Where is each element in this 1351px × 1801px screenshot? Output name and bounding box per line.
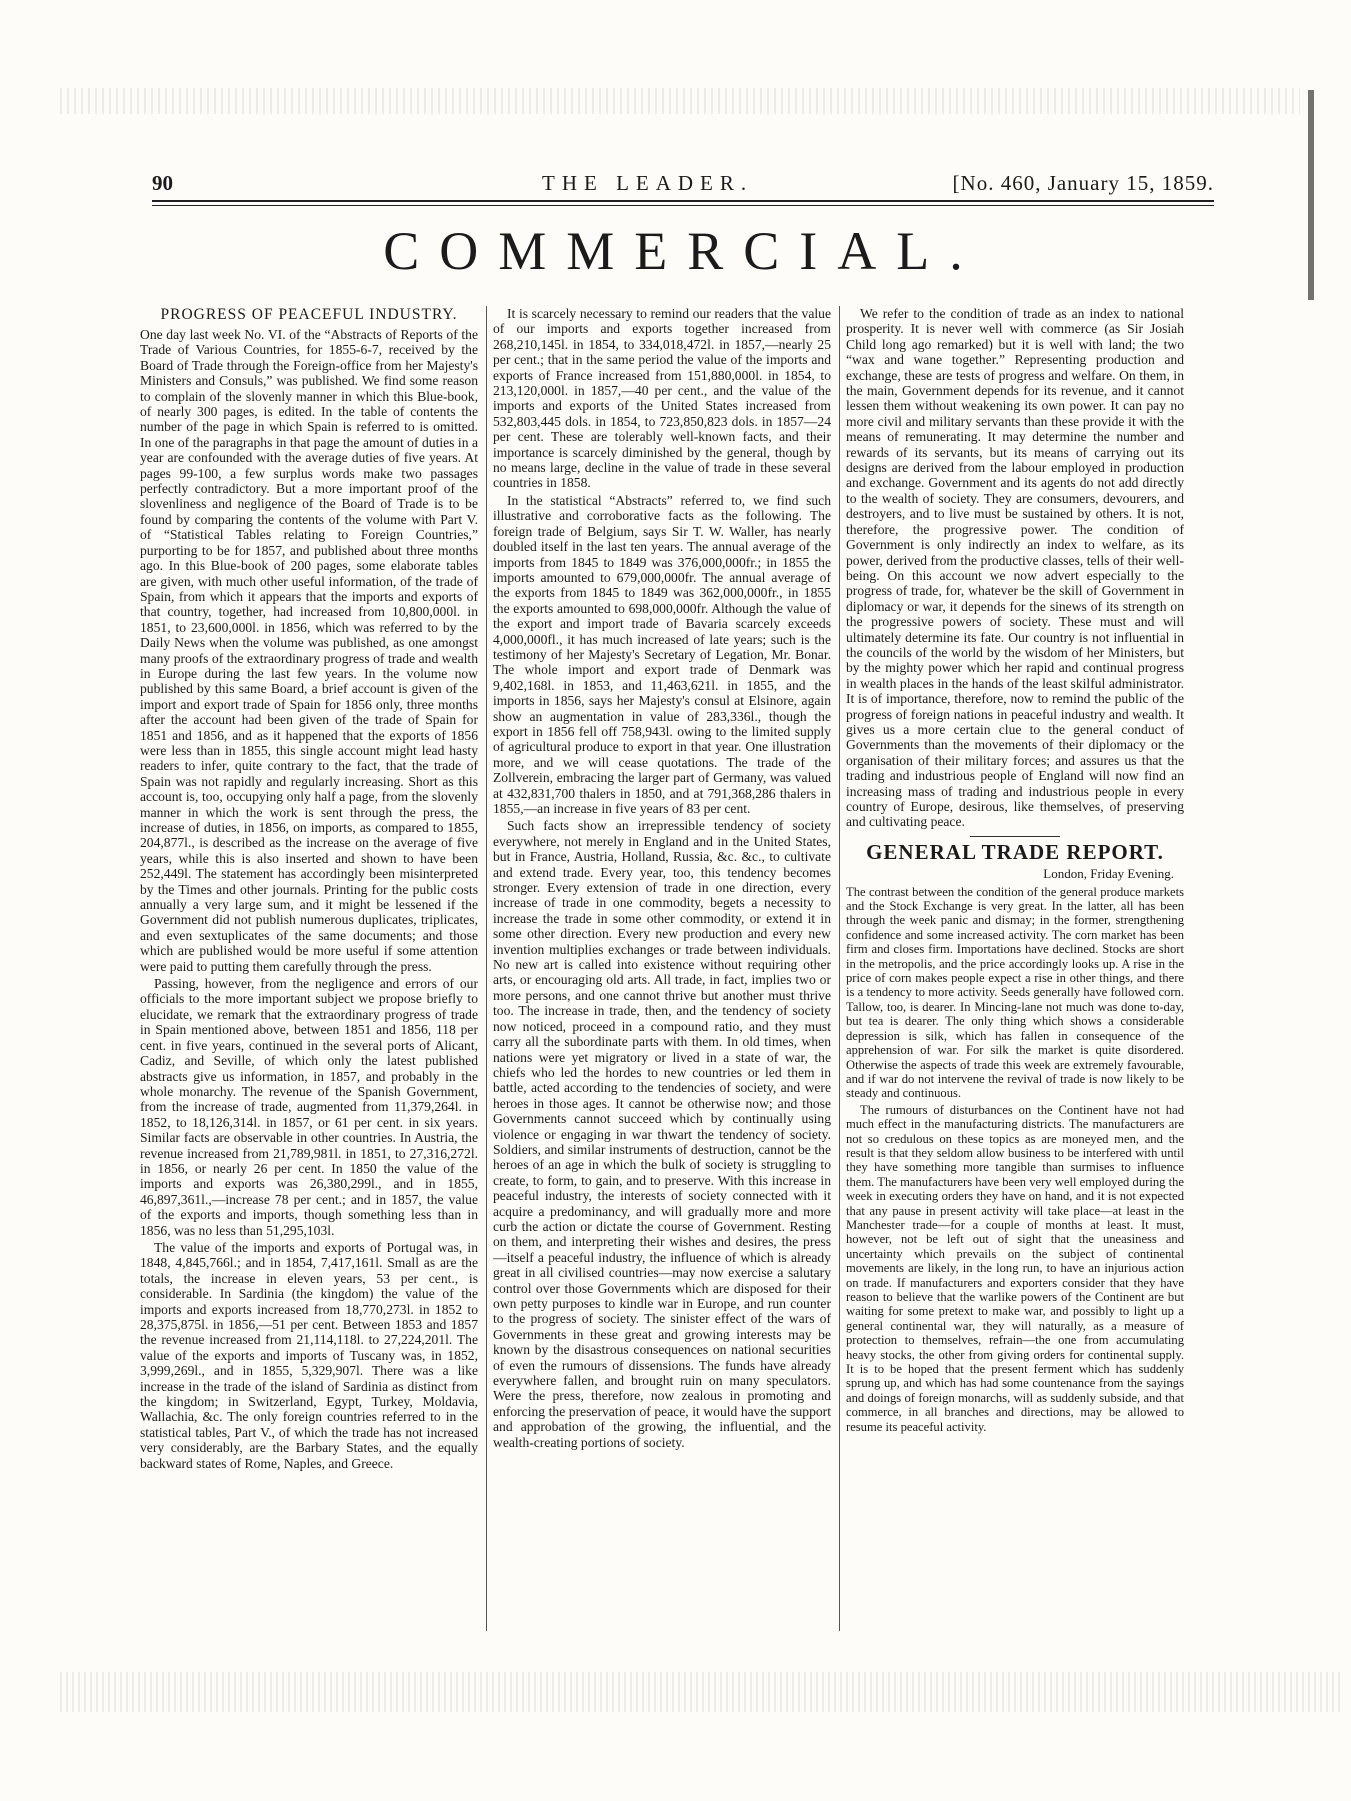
article-paragraph: Passing, however, from the negligence and errors of our officials to the more important subject we propose briefly to elucidate, we remark that the extraordinary progress of trade in Spain mentioned above, between 1851 and 1856, 118 per cent. in five years, continued in the several ports of Alicant, Cadiz, and Seville, of which only the latest published abstracts give us information, in 1857, and probably in the whole monarchy. The revenue of the Spanish Government, from the increase of trade, augmented from 11,379,264l. in 1852, to 18,126,314l. in 1857, or 61 per cent. in six years. Similar facts are observable in other countries. In Austria, the revenue increased from 21,789,981l. in 1851, to 27,316,272l. in 1856, or nearly 26 per cent. In 1850 the value of the imports and exports was 26,380,299l., and in 1855, 46,897,361l.,—increase 78 per cent.; and in 1857, the value of the exports and imports, though something less than in 1856, was no less than 51,295,103l. <box>140 976 478 1238</box>
article-paragraph: One day last week No. VI. of the “Abstracts of Reports of the Trade of Various Countries, for 1855-6-7, received by the Board of Trade through the Foreign-office from her Majesty's Ministers and Consuls,” was published. We find some reason to complain of the slovenly manner in which this Blue-book, of nearly 300 pages, is edited. In the table of contents the number of the page in which Spain is referred to is omitted. In one of the paragraphs in that page the amount of duties in a year are confounded with the average duties of five years. At pages 99-100, a few surplus words make two passages perfectly contradictory. But a more important proof of the slovenliness and negligence of the Board of Trade is to be found by comparing the contents of the volume with Part V. of “Statistical Tables relating to Foreign Countries,” purporting to be for 1857, and published about three months ago. In this Blue-book of 200 pages, some elaborate tables are given, with much other useful information, of the trade of Spain, from which it appears that the imports and exports of that country, together, had increased from 10,800,000l. in 1851, to 23,600,000l. in 1856, which was referred to by the Daily News when the volume was published, as one amongst many proofs of the extraordinary progress of trade and wealth in Europe during the last few years. In the volume now published by this same Board, a brief account is given of the import and export trade of Spain for 1856 only, three months after the account had been given of the trade of Spain for 1851 and 1856, and as it happened that the exports of 1856 were less than in 1855, this single account might lead hasty readers to infer, quite contrary to the fact, that the trade of Spain was not rapidly and regularly increasing. Short as this account is, too, occupying only half a page, from the slovenly manner in which the work is sent through the press, the increase of duties, in 1856, on imports, as compared to 1855, 204,877l., is described as the increase on the average of five years, while this is also inserted and shown to have been 252,449l. The statement has accordingly been misinterpreted by the Times and other journals. Printing for the public costs annually a very large sum, and it might be lessened if the Government did not publish numerous duplicates, triplicates, and even sextuplicates of the same documents; and those which are published would be more useful if some attention were paid to putting them carefully through the press. <box>140 327 478 974</box>
column-2 <box>493 306 831 1666</box>
section-separator <box>970 836 1060 837</box>
column-divider <box>839 306 840 1631</box>
article-paragraph: In the statistical “Abstracts” referred to, we find such illustrative and corroborative facts as the following. The foreign trade of Belgium, says Sir T. W. Waller, has nearly doubled itself in the last ten years. The annual average of the imports from 1845 to 1849 was 376,000,000fr.; in 1855 the imports amounted to 679,000,000fr. The annual average of the exports from 1845 to 1849 was 362,000,000fr., in 1855 the exports amounted to 698,000,000fr. Although the value of the export and import trade of Bavaria scarcely exceeds 4,000,000fl., it has much increased of late years; such is the testimony of her Majesty's Secretary of Legation, Mr. Bonar. The whole import and export trade of Denmark was 9,402,168l. in 1853, and 11,463,621l. in 1855, and the imports in 1856, says her Majesty's consul at Elsinore, again show an augmentation in value of 283,336l., though the export in 1856 fell off 758,943l. owing to the limited supply of agricultural produce to export in that year. One illustration more, and we will cease quotations. The trade of the Zollverein, embracing the larger part of Germany, was valued at 432,831,700 thalers in 1850, and at 791,368,286 thalers in 1855,—an increase in five years of 83 per cent. <box>493 492 831 816</box>
article-paragraph: Such facts show an irrepressible tendency of society everywhere, not merely in England and in the United States, but in France, Austria, Holland, Russia, &c. &c., to cultivate and extend trade. Every year, too, this tendency becomes stronger. Every extension of trade in one direction, every increase of trade in one commodity, begets a necessity to increase the trade in some other commodity, or extend it in some other direction. Every new production and every new invention multiplies exchanges or trade between individuals. No new art is called into existence without requiring other arts, or encouraging old arts. All trade, in fact, implies two or more persons, and one cannot thrive but another must thrive too. The increase in trade, then, and the tendency of society now noticed, proceed in a compound ratio, and they must carry all the subordinate parts with them. In old times, when nations were yet migratory or lived in a state of war, the chiefs who led the hordes to new countries or led them in battle, acted according to the tendencies of society, and were heroes in those ages. It cannot be otherwise now; and those Governments cannot succeed which by continually using violence or engaging in war thwart the tendency of society. Soldiers, and similar instruments of destruction, cannot be the heroes of an age in which the bulk of society is struggling to create, to form, to gain, and to preserve. With this increase in peaceful industry, the interests of society connected with it acquire a predominancy, and will gradually more and more curb the action or dictate the course of Government. Resting on them, and interpreting their wishes and desires, the press—itself a peaceful industry, the influence of which is already great in all civilised countries—may now exercise a salutary control over those Governments which are disposed for their own petty purposes to kindle war in Europe, and run counter to the progress of society. The sinister effect of the wars of Governments in these great and growing interests may be known by the disastrous consequences on national securities of even the rumours of dissensions. The funds have already everywhere fallen, and brought ruin on many speculators. Were the press, therefore, now zealous in promoting and enforcing the preservation of peace, it would have the support and approbation of the growing, the influential, and the wealth-creating portions of society. <box>493 818 831 1450</box>
report-paragraph: The rumours of disturbances on the Continent have not had much effect in the manufacturing districts. The manufacturers are not so credulous on these topics as are moneyed men, and the result is that they seldom allow business to be interfered with until they have something more tangible than surmises to influence them. The manufacturers have been very well employed during the week in executing orders they have on hand, and it is not expected that any pause in present activity will take place—at least in the Manchester trade—for a couple of months at least. It must, however, not be left out of sight that the uneasiness and uncertainty which prevails on the subject of continental movements are likely, in the long run, to have an injurious action on trade. If manufacturers and exporters consider that they have reason to believe that the warlike powers of the Continent are but waiting for some pretext to make war, and possibly to light up a general continental war, they will naturally, as a measure of protection to themselves, refrain—the one from accumulating heavy stocks, the other from giving orders for continental supply. It is to be hoped that the present ferment which has suddenly sprung up, and which has had some countenance from the sayings and doings of foreign monarchs, will as suddenly subside, and that commerce, in all branches and directions, may be allowed to resume its peaceful activity. <box>846 1102 1184 1434</box>
report-paragraph: The contrast between the condition of the general produce markets and the Stock Exchange is very great. In the latter, all has been through the week panic and dismay; in the former, strengthening confidence and some increased activity. The corn market has been firm and closes firm. Importations have declined. Stocks are short in the metropolis, and the price accordingly looks up. A rise in the price of corn makes people expect a rise in other things, and there is a tendency to more activity. Seeds generally have followed corn. Tallow, too, is dearer. In Mincing-lane not much was done to-day, but tea is dearer. The only thing which shows a considerable depression is silk, which has fallen in consequence of the apprehension of war. For silk the market is quite disordered. Otherwise the aspects of trade this week are extremely favourable, and if war do not intervene the revival of trade is now likely to be steady and continuous. <box>846 884 1184 1101</box>
article-paragraph: The value of the imports and exports of Portugal was, in 1848, 4,845,766l.; and in 1854, 7,417,161l. Small as are the totals, the increase in eleven years, 53 per cent., is considerable. In Sardinia (the kingdom) the value of the imports and exports increased from 18,770,273l. in 1852 to 28,375,875l. in 1856,—51 per cent. Between 1853 and 1857 the revenue increased from 21,114,118l. to 27,224,201l. The value of the exports and imports of Tuscany was, in 1852, 3,999,269l., and in 1855, 5,329,907l. There was a like increase in the trade of the island of Sardinia as distinct from the kingdom; in Switzerland, Egypt, Turkey, Moldavia, Wallachia, &c. The only foreign countries referred to in the statistical tables, Part V., of which the trade has not increased very considerably, are the Barbary States, and the equally backward states of Rome, Naples, and Greece. <box>140 1239 478 1471</box>
page-number: 90 <box>152 171 173 195</box>
masthead: THE LEADER. <box>542 171 754 195</box>
column-3 <box>846 306 1184 1666</box>
column-1 <box>140 306 478 1666</box>
article-title: PROGRESS OF PEACEFUL INDUSTRY. <box>160 306 458 323</box>
scan-noise-bottom <box>60 1672 1340 1712</box>
section-title: COMMERCIAL. <box>383 221 983 281</box>
header-rule-thin <box>152 205 1214 206</box>
dateline: London, Friday Evening. <box>1043 866 1174 882</box>
page-edge-mark <box>1308 90 1314 300</box>
trade-report-title: GENERAL TRADE REPORT. <box>866 839 1164 864</box>
article-paragraph: It is scarcely necessary to remind our readers that the value of our imports and exports together increased from 268,210,145l. in 1854, to 334,018,472l. in 1857,—nearly 25 per cent.; that in the same period the value of the imports and exports of France increased from 151,880,000l. in 1854, to 213,120,000l. in 1857,—40 per cent., and the value of the imports and exports of the United States increased from 532,803,445 dols. in 1854, to 723,850,823 dols. in 1857—24 per cent. These are tolerably well-known facts, and their importance is scarcely diminished by the general, though by no means large, decline in the value of trade in these several countries in 1858. <box>493 306 831 491</box>
column-divider <box>486 306 487 1631</box>
article-paragraph: We refer to the condition of trade as an index to national prosperity. It is never well with commerce (as Sir Josiah Child long ago remarked) but it is well with land; the two “wax and wane together.” Representing production and exchange, these are tests of progress and welfare. On them, in the main, Government depends for its revenue, and it cannot lessen them without weakening its own power. It can pay no more civil and military servants than these provide it with the means of remunerating. It may determine the number and rewards of its servants, but its means of carrying out its designs are derived from the labour employed in production and exchange. Government and its agents do not add directly to the wealth of society. They are consumers, devourers, and destroyers, and to live must be sustained by others. It is not, therefore, the progressive power. The condition of Government is only indirectly an index to welfare, as its power, derived from the productive classes, tells of their well-being. On this account we now advert especially to the progress of trade, for, whatever be the skill of Government in diplomacy or war, it depends for the sinews of its strength on the progressive powers of society. These must and will ultimately determine its fate. Our country is not influential in the councils of the world by the wisdom of her Ministers, but by the mighty power which her rapid and continual progress in wealth places in the hands of the least skilful administrator. It is of importance, therefore, now to remind the public of the progress of foreign nations in peaceful industry and wealth. It gives us a more certain clue to the general conduct of Governments than the movements of their diplomacy or the organisation of their military forces; and assures us that the trading and industrious people of England will now find an increasing mass of trading and industrious people in every country of Europe, desirous, like themselves, of preserving and cultivating peace. <box>846 306 1184 830</box>
scan-noise-top <box>60 88 1300 114</box>
header-rule <box>152 200 1214 202</box>
page-header <box>152 171 1214 193</box>
issue-line: [No. 460, January 15, 1859. <box>952 171 1214 195</box>
